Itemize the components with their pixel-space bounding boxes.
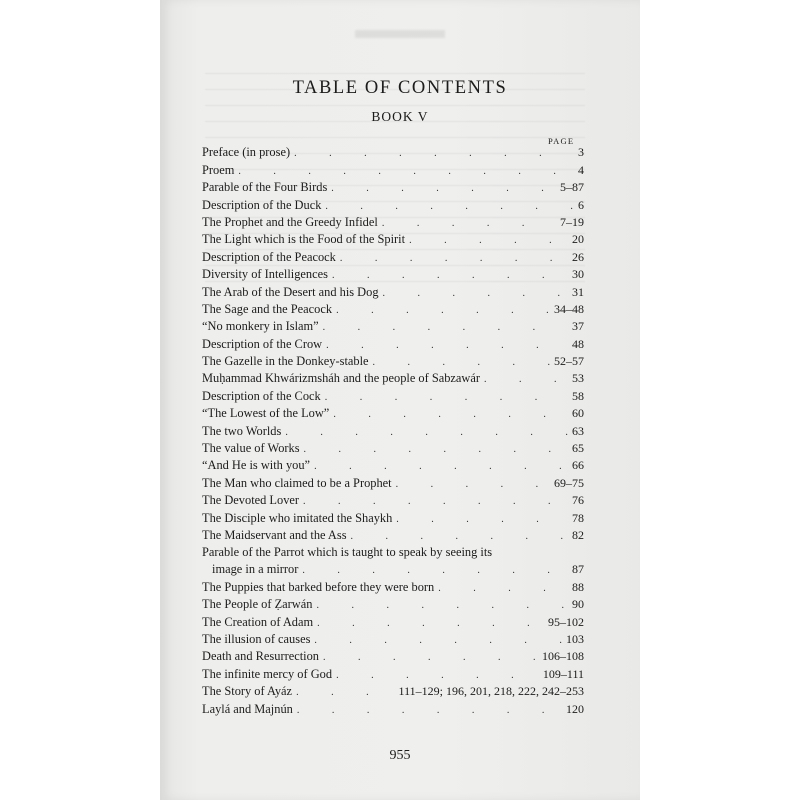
toc-entry-title: “No monkery in Islam” xyxy=(202,319,319,334)
toc-entry-title: The Light which is the Food of the Spirit xyxy=(202,232,406,247)
toc-entry xyxy=(202,159,584,176)
toc-entry-title: The Arab of the Desert and his Dog xyxy=(202,284,379,299)
toc-entry xyxy=(202,455,584,472)
toc-entry-title: Muḥammad Khwárizmsháh and the people of Sabzawár xyxy=(202,371,481,386)
dot-leader xyxy=(317,619,544,629)
dot-leader xyxy=(314,636,562,646)
dot-leader xyxy=(303,497,568,507)
toc-entry-title: Preface (in prose) xyxy=(202,145,291,160)
dot-leader xyxy=(326,341,568,351)
toc-entry-title: Proem xyxy=(202,162,235,177)
toc-entry-page: 34–48 xyxy=(554,301,584,316)
toc-entry xyxy=(202,698,584,715)
toc-entry-title: Description of the Cock xyxy=(202,388,321,403)
toc-entry-page: 66 xyxy=(572,458,584,473)
toc-entry-title: Description of the Duck xyxy=(202,197,322,212)
toc-entry-page: 106–108 xyxy=(542,649,584,664)
toc-entry-title: The two Worlds xyxy=(202,423,282,438)
dot-leader xyxy=(383,289,568,299)
toc-entry-page: 7–19 xyxy=(560,214,584,229)
toc-entry-title: Diversity of Intelligences xyxy=(202,267,328,282)
dot-leader xyxy=(409,236,568,246)
toc-entry-page: 48 xyxy=(572,336,584,351)
toc-entry-page: 6 xyxy=(578,197,584,212)
toc-entry xyxy=(202,663,584,680)
toc-entry xyxy=(202,525,584,542)
toc-entry xyxy=(202,681,584,698)
toc-entry-page: 26 xyxy=(572,249,584,264)
toc-entry-page: 87 xyxy=(572,562,584,577)
dot-leader xyxy=(396,480,550,490)
dot-leader xyxy=(340,254,568,264)
dot-leader xyxy=(438,584,568,594)
toc-entry xyxy=(202,576,584,593)
toc-entry-title: The Prophet and the Greedy Infidel xyxy=(202,214,378,229)
toc-entry-title: Description of the Crow xyxy=(202,336,323,351)
dot-leader xyxy=(331,184,556,194)
toc-entry-page: 76 xyxy=(572,493,584,508)
dot-leader xyxy=(373,358,550,368)
book-heading: BOOK V xyxy=(371,109,429,124)
toc-entry xyxy=(202,246,584,263)
toc-entry xyxy=(202,368,584,385)
bleed-through-header xyxy=(355,30,445,38)
toc-entry-page: 20 xyxy=(572,232,584,247)
dot-leader xyxy=(332,271,568,281)
toc-entry-page: 37 xyxy=(572,319,584,334)
toc-entry-page: 58 xyxy=(572,388,584,403)
dot-leader xyxy=(314,462,568,472)
toc-entry-page: 78 xyxy=(572,510,584,525)
toc-entry-title: The Devoted Lover xyxy=(202,493,300,508)
dot-leader xyxy=(382,219,556,229)
dot-leader xyxy=(333,410,568,420)
dot-leader xyxy=(304,445,568,455)
toc-entry-title: Description of the Peacock xyxy=(202,249,336,264)
toc-entry xyxy=(202,542,584,559)
toc-entry xyxy=(202,420,584,437)
toc-entry-title: image in a mirror xyxy=(212,562,299,577)
toc-entry-title: The infinite mercy of God xyxy=(202,666,333,681)
dot-leader xyxy=(302,566,568,576)
dot-leader xyxy=(336,671,539,681)
toc-entry-title: The People of Ẓarwán xyxy=(202,597,313,612)
toc-entry-page: 120 xyxy=(566,701,584,716)
dot-leader xyxy=(336,306,550,316)
toc-entry xyxy=(202,264,584,281)
page-title: TABLE OF CONTENTS xyxy=(292,78,508,98)
toc-entry-page: 4 xyxy=(578,162,584,177)
toc-entry xyxy=(202,438,584,455)
toc-entry-page: 88 xyxy=(572,579,584,594)
toc-entry xyxy=(202,385,584,402)
toc-entry xyxy=(202,472,584,489)
toc-entry-title: The Puppies that barked before they were born xyxy=(202,579,435,594)
dot-leader xyxy=(325,202,574,212)
toc-entry-title: Parable of the Parrot which is taught to speak by seeing its xyxy=(202,545,493,560)
toc-entry-page: 95–102 xyxy=(548,614,584,629)
page-number: 955 xyxy=(389,748,411,763)
toc-entry xyxy=(202,646,584,663)
toc-entry-page: 69–75 xyxy=(554,475,584,490)
toc-entry-page: 30 xyxy=(572,267,584,282)
toc-entry xyxy=(202,507,584,524)
dot-leader xyxy=(297,706,562,716)
toc-entry-page: 82 xyxy=(572,527,584,542)
toc-entry-title: The Creation of Adam xyxy=(202,614,314,629)
toc-entry-page: 31 xyxy=(572,284,584,299)
toc-entry xyxy=(202,142,584,159)
page-column-label: PAGE xyxy=(548,136,575,146)
toc-entry xyxy=(202,490,584,507)
dot-leader xyxy=(484,375,568,385)
toc-entry-title: The Sage and the Peacock xyxy=(202,301,333,316)
toc-entry-title: The Maidservant and the Ass xyxy=(202,527,347,542)
toc-entry xyxy=(202,194,584,211)
dot-leader xyxy=(323,653,538,663)
toc-entry xyxy=(202,333,584,350)
toc-entry-title: The Disciple who imitated the Shaykh xyxy=(202,510,393,525)
toc-entry-page: 63 xyxy=(572,423,584,438)
toc-entry xyxy=(202,299,584,316)
toc-entry-page: 103 xyxy=(566,631,584,646)
toc-entry-title: The value of Works xyxy=(202,441,300,456)
toc-entry xyxy=(202,611,584,628)
toc-entry-page: 5–87 xyxy=(560,180,584,195)
toc-entry xyxy=(202,281,584,298)
toc-entry-title: The illusion of causes xyxy=(202,631,311,646)
toc-entry xyxy=(202,559,584,576)
dot-leader xyxy=(325,393,568,403)
toc-entry-title: “And He is with you” xyxy=(202,458,311,473)
toc-entry-title: The Story of Ayáz xyxy=(202,684,293,699)
toc-entry xyxy=(202,594,584,611)
toc-list xyxy=(202,142,584,716)
toc-entry xyxy=(202,403,584,420)
toc-entry-title: Parable of the Four Birds xyxy=(202,180,328,195)
toc-entry-page: 90 xyxy=(572,597,584,612)
dot-leader xyxy=(396,515,568,525)
toc-entry-title: “The Lowest of the Low” xyxy=(202,406,330,421)
dot-leader xyxy=(285,428,568,438)
toc-entry-title: Death and Resurrection xyxy=(202,649,319,664)
toc-entry xyxy=(202,351,584,368)
toc-entry-page: 109–111 xyxy=(542,666,584,681)
dot-leader xyxy=(296,688,394,698)
toc-entry-title: The Man who claimed to be a Prophet xyxy=(202,475,392,490)
toc-entry xyxy=(202,212,584,229)
toc-entry xyxy=(202,229,584,246)
toc-entry-page: 60 xyxy=(572,406,584,421)
toc-entry xyxy=(202,629,584,646)
toc-entry-page: 52–57 xyxy=(554,354,584,369)
dot-leader xyxy=(351,532,568,542)
toc-entry-title: Laylá and Majnún xyxy=(202,701,293,716)
toc-entry xyxy=(202,316,584,333)
toc-entry xyxy=(202,177,584,194)
toc-entry-page: 53 xyxy=(572,371,584,386)
dot-leader xyxy=(323,323,568,333)
toc-entry-title: The Gazelle in the Donkey-stable xyxy=(202,354,369,369)
toc-entry-page: 111–129; 196, 201, 218, 222, 242–253 xyxy=(398,684,584,699)
dot-leader xyxy=(294,149,574,159)
dot-leader xyxy=(316,601,568,611)
toc-entry-page: 3 xyxy=(578,145,584,160)
toc-entry-page: 65 xyxy=(572,441,584,456)
dot-leader xyxy=(238,167,574,177)
